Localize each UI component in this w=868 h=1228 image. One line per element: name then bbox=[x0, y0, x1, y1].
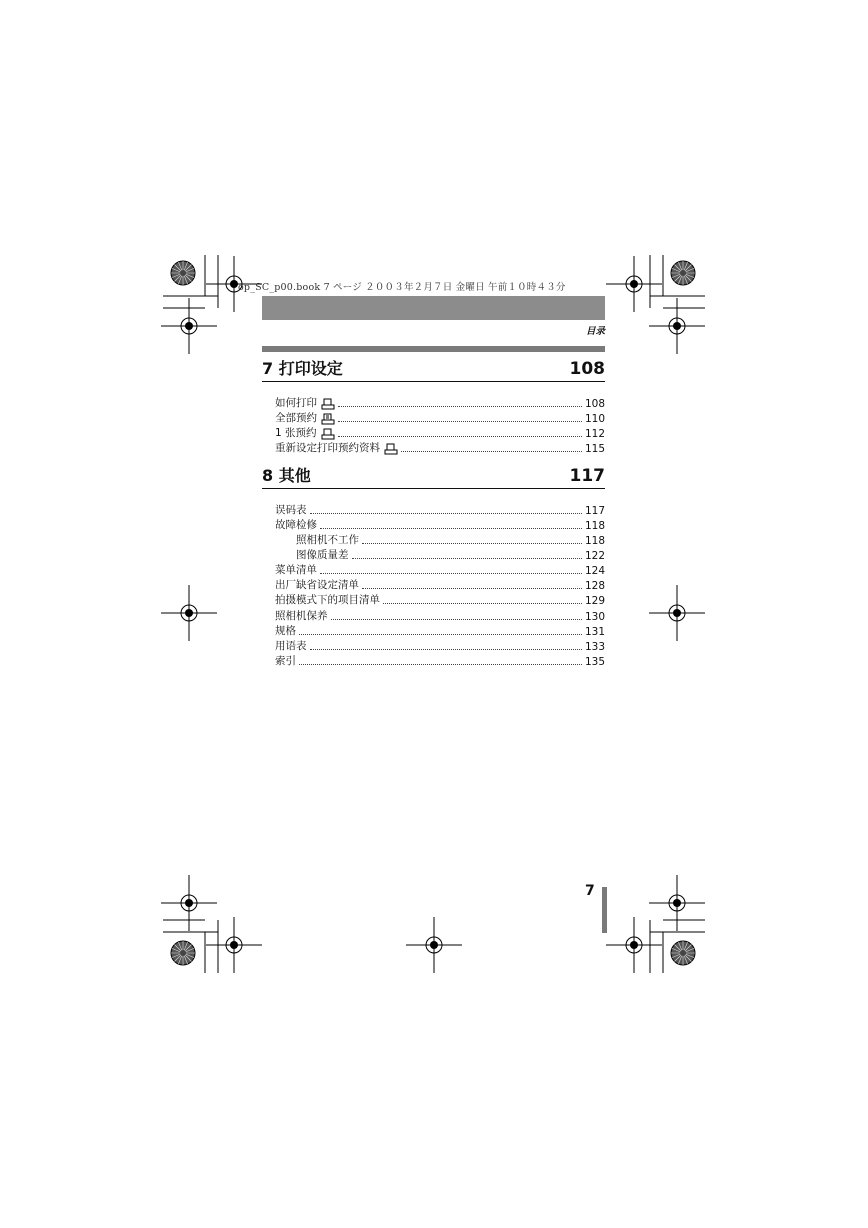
toc-entry-label: 索引 bbox=[275, 655, 296, 667]
toc-entry-page: 122 bbox=[584, 550, 605, 562]
toc-entry-page: 131 bbox=[584, 626, 605, 638]
toc-entry[interactable] bbox=[275, 425, 605, 440]
toc-entry[interactable] bbox=[275, 623, 605, 638]
dot-leader bbox=[310, 648, 582, 650]
dot-leader bbox=[352, 557, 582, 559]
dot-leader bbox=[362, 542, 582, 544]
toc-entry[interactable] bbox=[275, 395, 605, 410]
toc-entry-label: 拍摄模式下的项目清单 bbox=[275, 594, 380, 606]
dot-leader bbox=[299, 633, 582, 635]
dot-leader bbox=[383, 602, 582, 604]
toc-entry-page: 129 bbox=[584, 595, 605, 607]
dot-leader bbox=[299, 663, 582, 665]
toc-entry-label: 1 张预约 bbox=[275, 427, 317, 439]
running-head: 目录 bbox=[585, 326, 605, 337]
toc-entry-page: 117 bbox=[584, 505, 605, 517]
toc-entry-label: 如何打印 bbox=[275, 397, 317, 409]
toc-entry-label: 全部预约 bbox=[275, 412, 317, 424]
toc-entry[interactable] bbox=[275, 410, 605, 425]
section-title: 7 打印设定 bbox=[262, 359, 343, 378]
toc-entry-label: 误码表 bbox=[275, 504, 307, 516]
print-icon bbox=[321, 428, 335, 440]
page-number: 7 bbox=[585, 883, 595, 899]
dot-leader bbox=[310, 512, 582, 514]
toc-entry-page: 118 bbox=[584, 520, 605, 532]
toc-entry-label: 故障检修 bbox=[275, 519, 317, 531]
dot-leader bbox=[338, 405, 582, 407]
toc-entry[interactable] bbox=[275, 577, 605, 592]
toc-entry-page: 108 bbox=[584, 398, 605, 410]
toc-entry-label: 照相机保养 bbox=[275, 610, 328, 622]
dot-leader bbox=[320, 527, 582, 529]
header-bar bbox=[262, 296, 605, 320]
toc-entry-page: 130 bbox=[584, 611, 605, 623]
dot-leader bbox=[331, 618, 582, 620]
print-icon bbox=[384, 443, 398, 455]
toc-entry[interactable] bbox=[275, 440, 605, 455]
toc-entry[interactable] bbox=[275, 653, 605, 668]
toc-entry-label: 图像质量差 bbox=[296, 549, 349, 561]
toc-entry[interactable] bbox=[275, 562, 605, 577]
print-slug-line: op_SC_p00.book 7 ページ ２００３年２月７日 金曜日 午前１０時４３分 bbox=[238, 282, 566, 293]
toc-subentry[interactable] bbox=[296, 532, 605, 547]
section-heading[interactable] bbox=[262, 464, 605, 489]
toc-entry[interactable] bbox=[275, 517, 605, 532]
toc-entry-page: 124 bbox=[584, 565, 605, 577]
all-print-icon bbox=[321, 413, 335, 425]
toc-entry[interactable] bbox=[275, 638, 605, 653]
section-title: 8 其他 bbox=[262, 466, 311, 485]
toc-entry-label: 出厂缺省设定清单 bbox=[275, 579, 359, 591]
toc-entry[interactable] bbox=[275, 502, 605, 517]
section-page: 117 bbox=[569, 466, 605, 486]
print-icon bbox=[321, 398, 335, 410]
toc-entry-page: 112 bbox=[584, 428, 605, 440]
toc-entry-page: 115 bbox=[584, 443, 605, 455]
dot-leader bbox=[401, 450, 582, 452]
toc-entry-label: 用语表 bbox=[275, 640, 307, 652]
section-heading[interactable] bbox=[262, 357, 605, 382]
toc-entry-label: 重新设定打印预约资料 bbox=[275, 442, 380, 454]
dot-leader bbox=[338, 435, 582, 437]
section-page: 108 bbox=[569, 359, 605, 379]
dot-leader bbox=[320, 572, 582, 574]
toc-entry-label: 菜单清单 bbox=[275, 564, 317, 576]
toc-entry-page: 110 bbox=[584, 413, 605, 425]
page-number-bar bbox=[602, 887, 607, 933]
toc-entry-page: 135 bbox=[584, 656, 605, 668]
toc-entry-label: 照相机不工作 bbox=[296, 534, 359, 546]
toc-entry-page: 118 bbox=[584, 535, 605, 547]
section-divider-bar bbox=[262, 346, 605, 352]
toc-subentry[interactable] bbox=[296, 547, 605, 562]
toc-entry-page: 133 bbox=[584, 641, 605, 653]
dot-leader bbox=[362, 587, 582, 589]
toc-entry[interactable] bbox=[275, 608, 605, 623]
toc-entry[interactable] bbox=[275, 592, 605, 607]
toc-entry-page: 128 bbox=[584, 580, 605, 592]
toc-entry-label: 规格 bbox=[275, 625, 296, 637]
dot-leader bbox=[338, 420, 582, 422]
